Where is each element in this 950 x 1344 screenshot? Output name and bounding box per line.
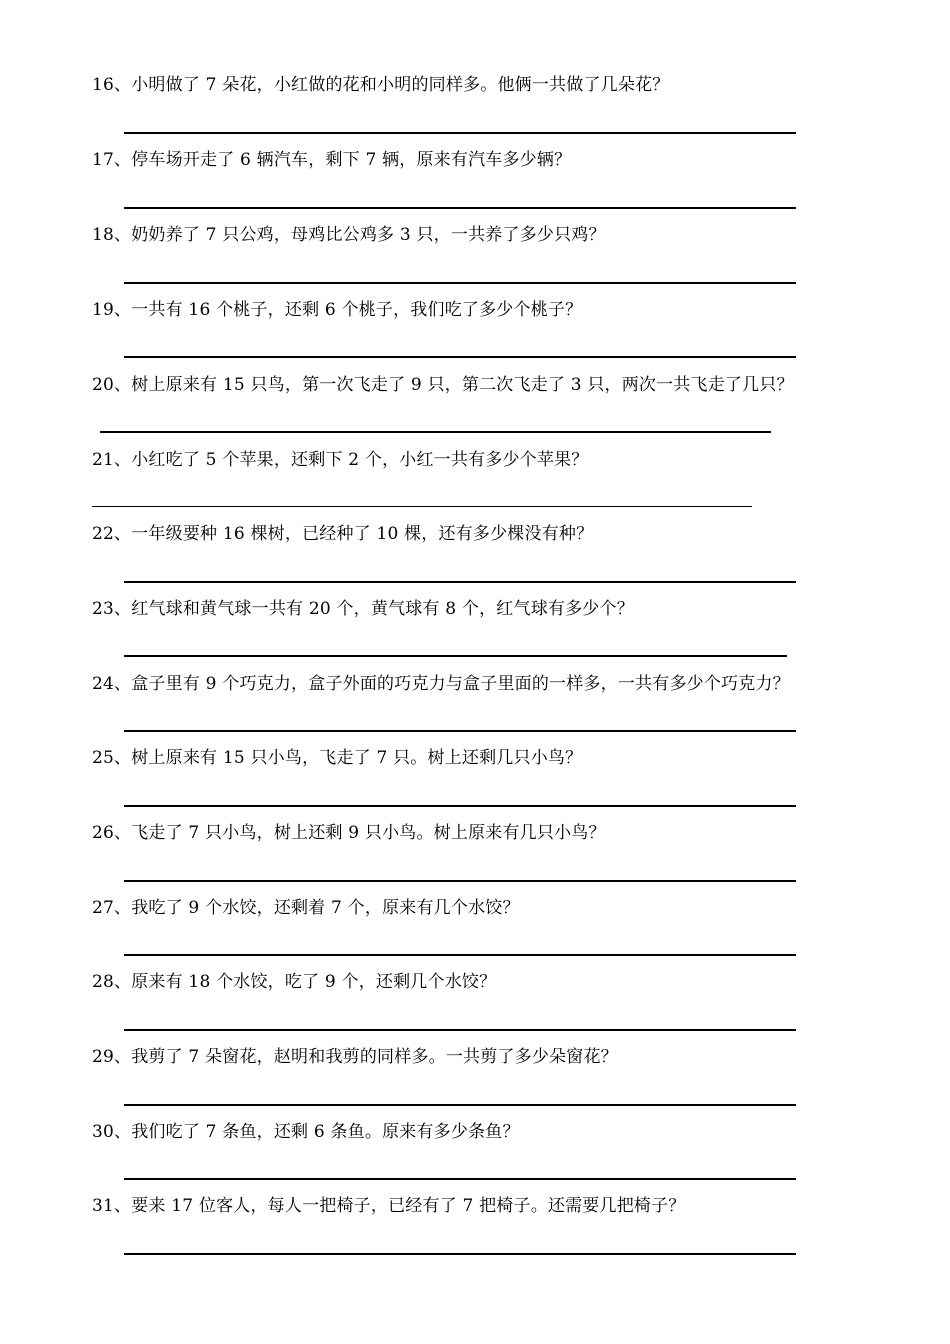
question-20: 20、树上原来有 15 只鸟，第一次飞走了 9 只，第二次飞走了 3 只，两次一共飞走了几只？: [92, 375, 794, 395]
answer-line-29[interactable]: [124, 1104, 796, 1106]
question-21: 21、小红吃了 5 个苹果，还剩下 2 个，小红一共有多少个苹果？: [92, 450, 589, 470]
answer-line-17[interactable]: [124, 207, 796, 209]
question-22: 22、一年级要种 16 棵树，已经种了 10 棵，还有多少棵没有种？: [92, 524, 594, 544]
question-27: 27、我吃了 9 个水饺，还剩着 7 个，原来有几个水饺？: [92, 898, 520, 918]
answer-line-30[interactable]: [124, 1178, 796, 1180]
answer-line-16[interactable]: [124, 132, 796, 134]
question-25: 25、树上原来有 15 只小鸟，飞走了 7 只。树上还剩几只小鸟？: [92, 748, 583, 768]
question-23: 23、红气球和黄气球一共有 20 个，黄气球有 8 个，红气球有多少个？: [92, 599, 634, 619]
question-16: 16、小明做了 7 朵花，小红做的花和小明的同样多。他俩一共做了几朵花？: [92, 75, 670, 95]
question-28: 28、原来有 18 个水饺，吃了 9 个，还剩几个水饺？: [92, 972, 497, 992]
question-18: 18、奶奶养了 7 只公鸡，母鸡比公鸡多 3 只，一共养了多少只鸡？: [92, 225, 606, 245]
question-30: 30、我们吃了 7 条鱼，还剩 6 条鱼。原来有多少条鱼？: [92, 1122, 520, 1142]
question-17: 17、停车场开走了 6 辆汽车，剩下 7 辆，原来有汽车多少辆？: [92, 150, 572, 170]
answer-line-19[interactable]: [124, 356, 796, 358]
answer-line-25[interactable]: [124, 805, 796, 807]
answer-line-28[interactable]: [124, 1029, 796, 1031]
answer-line-24[interactable]: [124, 730, 796, 732]
question-24: 24、盒子里有 9 个巧克力，盒子外面的巧克力与盒子里面的一样多，一共有多少个巧克力？: [92, 674, 790, 694]
answer-line-31[interactable]: [124, 1253, 796, 1255]
answer-line-27[interactable]: [124, 954, 796, 956]
question-19: 19、一共有 16 个桃子，还剩 6 个桃子，我们吃了多少个桃子？: [92, 300, 583, 320]
answer-line-23[interactable]: [124, 655, 787, 657]
question-29: 29、我剪了 7 朵窗花，赵明和我剪的同样多。一共剪了多少朵窗花？: [92, 1047, 618, 1067]
answer-line-22[interactable]: [124, 581, 796, 583]
question-31: 31、要来 17 位客人，每人一把椅子，已经有了 7 把椅子。还需要几把椅子？: [92, 1196, 686, 1216]
answer-line-26[interactable]: [124, 880, 796, 882]
question-26: 26、飞走了 7 只小鸟，树上还剩 9 只小鸟。树上原来有几只小鸟？: [92, 823, 606, 843]
answer-line-21[interactable]: [92, 506, 752, 507]
answer-line-18[interactable]: [124, 282, 796, 284]
answer-line-20[interactable]: [100, 431, 771, 433]
